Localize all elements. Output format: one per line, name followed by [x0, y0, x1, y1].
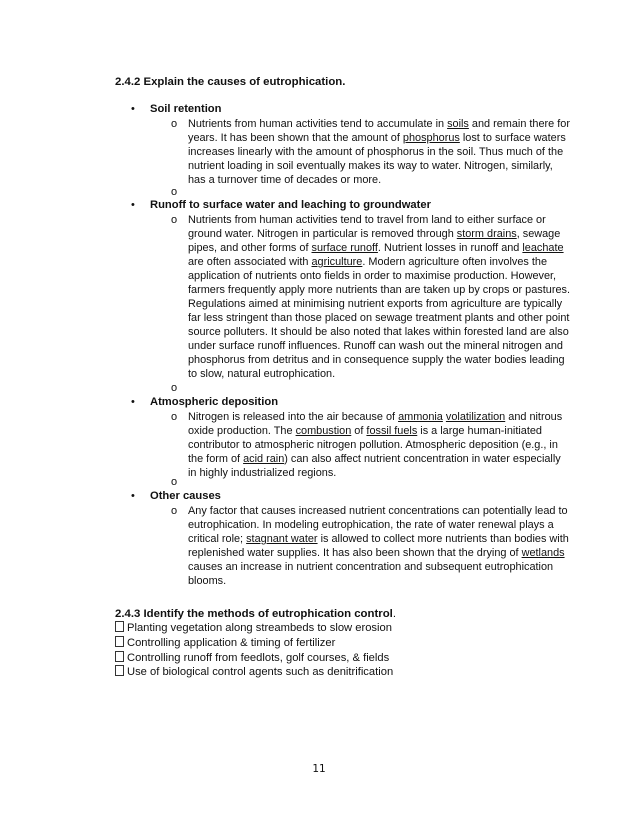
cause-text-soil	[188, 117, 570, 187]
bullet-icon: •	[131, 199, 135, 211]
text-run: are often associated with	[188, 256, 312, 268]
underlined-term: volatilization	[445, 411, 506, 423]
control-methods-list	[115, 621, 393, 680]
underlined-term: leachate	[522, 242, 564, 254]
text-run: lost to surface waters increases linearly with the amount of phosphorus in the soil. Thus much of the nutrient loading in soil eventually makes its way to water. Nitrogen, similarly, has a turnover time of decades or more.	[188, 132, 566, 186]
underlined-term: agriculture	[311, 256, 363, 268]
sub-bullet-icon: o	[171, 118, 178, 130]
underlined-term: acid rain	[243, 453, 285, 465]
cause-title-atmospheric: Atmospheric deposition	[150, 396, 279, 408]
underlined-term: storm drains	[456, 228, 517, 240]
text-run: . Modern agriculture often involves the application of nutrients onto fields in order to maximise production. However, farmers frequently apply more nutrients than are taken up by crops or pastures. Regulations aimed at minimising nutrient exports from agriculture are typically far less stringent than those placed on sewage treatment plants and other point source polluters. It should be also noted that lakes within forested land are also under surface runoff influences. Runoff can wash out the mineral nitrogen and phosphorus from detritus and in consequence supply the water bodies leading to slow, natural eutrophication.	[188, 256, 570, 380]
empty-sub-bullet-icon: o	[171, 382, 178, 394]
text-run: , sewage pipes, and other forms of	[188, 228, 561, 254]
underlined-term: fossil fuels	[366, 425, 418, 437]
cause-text-other	[188, 504, 570, 588]
text-run: and remain there for years. It has been shown that the amount of	[188, 118, 570, 144]
underlined-term: combustion	[295, 425, 352, 437]
text-run: is a large human-initiated contributor to atmospheric nitrogen pollution. Atmospheric deposition (e.g., in the form of	[188, 425, 558, 465]
checkbox-icon	[115, 651, 124, 662]
bullet-icon: •	[131, 396, 135, 408]
cause-title-soil: Soil retention	[150, 103, 222, 115]
text-run: and nitrous oxide production. The	[188, 411, 563, 437]
text-run: Nutrients from human activities tend to travel from land to either surface or ground water. Nitrogen in particular is removed through	[188, 214, 546, 240]
cause-text-atmospheric	[188, 410, 570, 480]
underlined-term: surface runoff	[311, 242, 378, 254]
empty-sub-bullet-icon: o	[171, 186, 178, 198]
text-run: ) can also affect nutrient concentration in water especially in highly industrialized regions.	[188, 453, 561, 479]
section-heading-causes: 2.4.2 Explain the causes of eutrophication.	[115, 76, 346, 88]
checkbox-icon	[115, 636, 124, 647]
sub-bullet-icon: o	[171, 214, 178, 226]
section-heading-control: 2.4.3 Identify the methods of eutrophication control.	[115, 608, 396, 620]
underlined-term: wetlands	[521, 547, 565, 559]
checkbox-icon	[115, 621, 124, 632]
text-run: causes an increase in nutrient concentration and subsequent eutrophication blooms.	[188, 561, 554, 587]
list-item: Controlling runoff from feedlots, golf courses, & fields	[115, 651, 393, 666]
bullet-icon: •	[131, 490, 135, 502]
bullet-icon: •	[131, 103, 135, 115]
underlined-term: soils	[447, 118, 469, 130]
sub-bullet-icon: o	[171, 505, 178, 517]
cause-title-other: Other causes	[150, 490, 221, 502]
list-item: Planting vegetation along streambeds to slow erosion	[115, 621, 393, 636]
underlined-term: ammonia	[398, 411, 443, 423]
text-run: Nutrients from human activities tend to accumulate in	[188, 118, 448, 130]
underlined-term: phosphorus	[402, 132, 460, 144]
empty-sub-bullet-icon: o	[171, 476, 178, 488]
text-run: is allowed to collect more nutrients than bodies with replenished water supplies. It has also been shown that the drying of	[188, 533, 569, 559]
text-run: of	[351, 425, 367, 437]
underlined-term: stagnant water	[246, 533, 318, 545]
text-run: Nitrogen is released into the air because of	[188, 411, 399, 423]
cause-title-runoff: Runoff to surface water and leaching to groundwater	[150, 199, 431, 211]
text-run: . Nutrient losses in runoff and	[377, 242, 523, 254]
checkbox-icon	[115, 665, 124, 676]
cause-text-runoff	[188, 213, 570, 381]
list-item: Controlling application & timing of fertilizer	[115, 636, 393, 651]
list-item: Use of biological control agents such as denitrification	[115, 665, 393, 680]
sub-bullet-icon: o	[171, 411, 178, 423]
page-number: 11	[312, 763, 326, 775]
text-run: Any factor that causes increased nutrient concentrations can potentially lead to eutrophication. In modeling eutrophication, the rate of water renewal plays a critical role;	[188, 505, 568, 545]
